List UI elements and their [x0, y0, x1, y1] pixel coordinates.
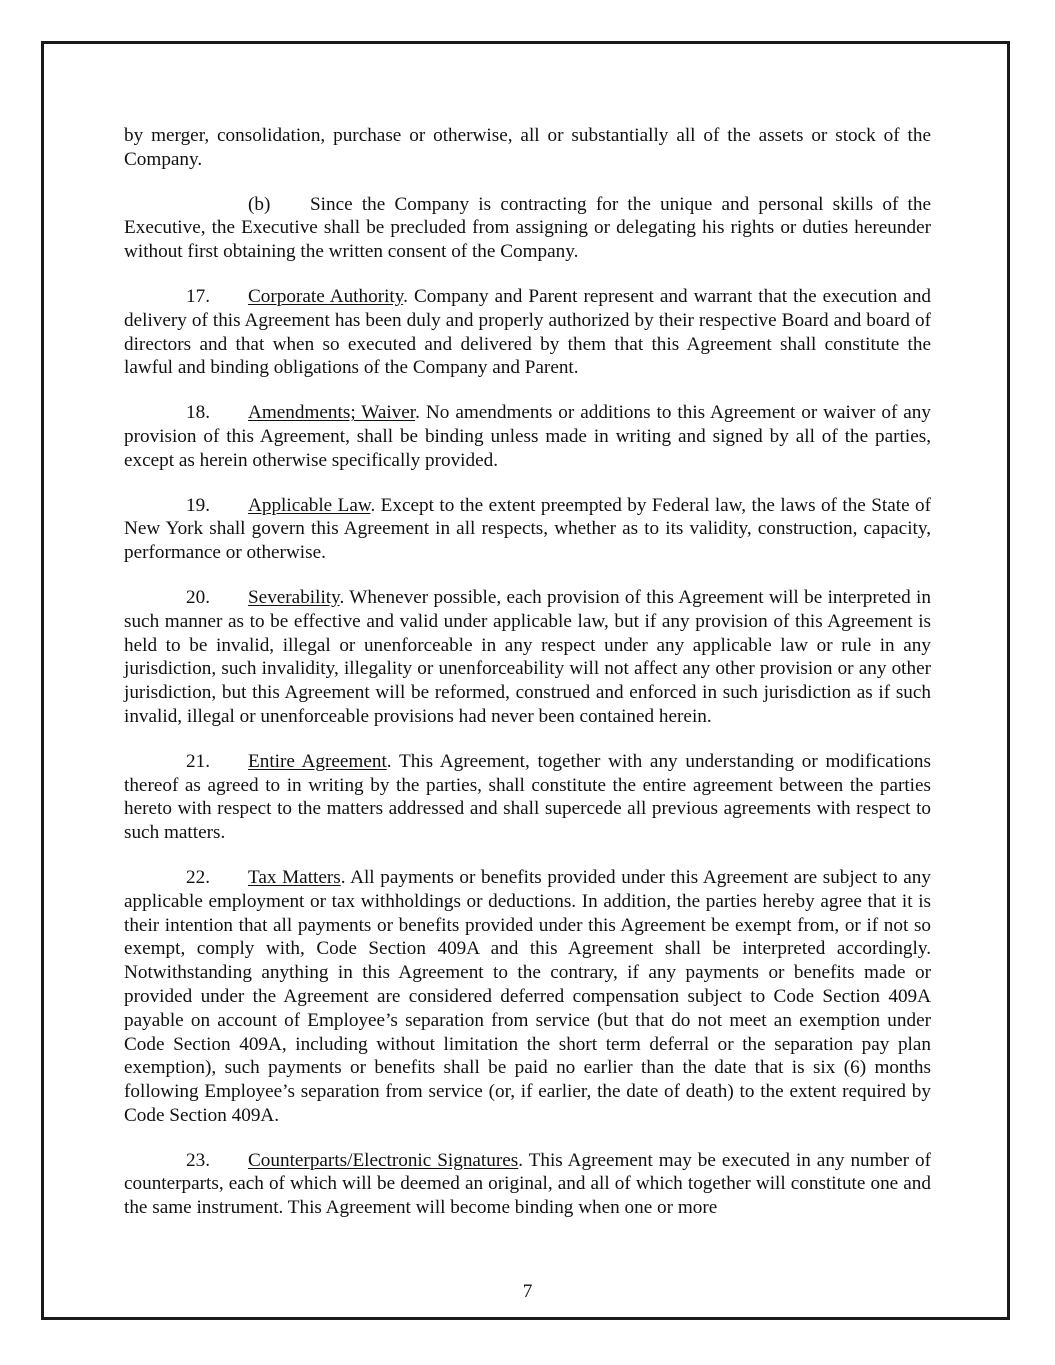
section-heading: Corporate Authority [248, 285, 404, 307]
section-18 [124, 401, 931, 472]
paragraph-text: Since the Company is contracting for the unique and personal skills of the Executive, the Executive shall be precluded from assigning or delegating his rights or duties hereunder without first obtaining the written consent of the Company. [124, 193, 931, 263]
section-number: 23. [186, 1149, 210, 1171]
section-22 [124, 866, 931, 1128]
section-21 [124, 750, 931, 845]
section-number: 19. [186, 494, 210, 516]
section-text: . This Agreement may be executed in any number of counterparts, each of which will be deemed an original, and all of which together will constitute one and the same instrument. This Agreement will become binding when one or more [124, 1149, 931, 1219]
section-heading: Counterparts/Electronic Signatures [248, 1149, 519, 1171]
section-number: 18. [186, 402, 210, 424]
section-heading: Severability [248, 586, 340, 608]
page-number: 7 [522, 1281, 533, 1302]
section-text: . This Agreement, together with any understanding or modifications thereof as agreed to in writing by the parties, shall constitute the entire agreement between the parties hereto with respect to the matters addressed and shall supercede all previous agreements with respect to such matters. [124, 750, 931, 844]
section-text: . Except to the extent preempted by Federal law, the laws of the State of New York shall govern this Agreement in all respects, whether as to its validity, construction, capacity, performance or otherwise. [124, 494, 931, 564]
section-text: . No amendments or additions to this Agreement or waiver of any provision of this Agreement, shall be binding unless made in writing and signed by all of the parties, except as herein otherwise specifically provided. [124, 402, 931, 471]
paragraph-text: by merger, consolidation, purchase or otherwise, all or substantially all of the assets or stock of the Company. [124, 125, 931, 170]
section-20 [124, 586, 931, 729]
paragraph-16a-continuation [124, 124, 931, 172]
section-23 [124, 1149, 931, 1220]
section-number: 22. [186, 866, 210, 888]
section-number: 20. [186, 586, 210, 608]
section-text: . Company and Parent represent and warrant that the execution and delivery of this Agreement has been duly and properly authorized by their respective Board and board of directors and that when so executed and delivered by them that this Agreement shall constitute the lawful and binding obligations of the Company and Parent. [124, 285, 932, 379]
section-heading: Tax Matters [248, 866, 341, 888]
paragraph-label: (b) [248, 193, 271, 215]
document-body [124, 124, 931, 1241]
section-text: . All payments or benefits provided under this Agreement are subject to any applicable employment or tax withholdings or deductions. In addition, the parties hereby agree that it is their intention that all payments or benefits provided under this Agreement be exempt from, or if not so exempt, comply with, Code Section 409A and this Agreement shall be interpreted accordingly. Notwithstanding anything in this Agreement to the contrary, if any payments or benefits made or provided under the Agreement are considered deferred compensation subject to Code Section 409A payable on account of Employee’s separation from service (but that do not meet an exemption under Code Section 409A, including without limitation the short term deferral or the separation pay plan exemption), such payments or benefits shall be paid no earlier than the date that is six (6) months following Employee’s separation from service (or, if earlier, the date of death) to the extent required by Code Section 409A. [124, 866, 931, 1126]
section-heading: Entire Agreement [248, 750, 387, 772]
section-number: 17. [186, 285, 210, 307]
section-17 [124, 285, 931, 380]
section-19 [124, 494, 931, 565]
section-number: 21. [186, 750, 210, 772]
section-heading: Amendments; Waiver [248, 402, 416, 424]
paragraph-16b [124, 193, 931, 264]
section-text: . Whenever possible, each provision of this Agreement will be interpreted in such manner as to be effective and valid under applicable law, but if any provision of this Agreement is held to be invalid, illegal or unenforceable in any respect under any applicable law or rule in any jurisdiction, such invalidity, illegality or unenforceability will not affect any other provision or any other jurisdiction, but this Agreement will be reformed, construed and enforced in such jurisdiction as if such invalid, illegal or unenforceable provisions had never been contained herein. [124, 586, 931, 727]
section-heading: Applicable Law [248, 494, 371, 516]
